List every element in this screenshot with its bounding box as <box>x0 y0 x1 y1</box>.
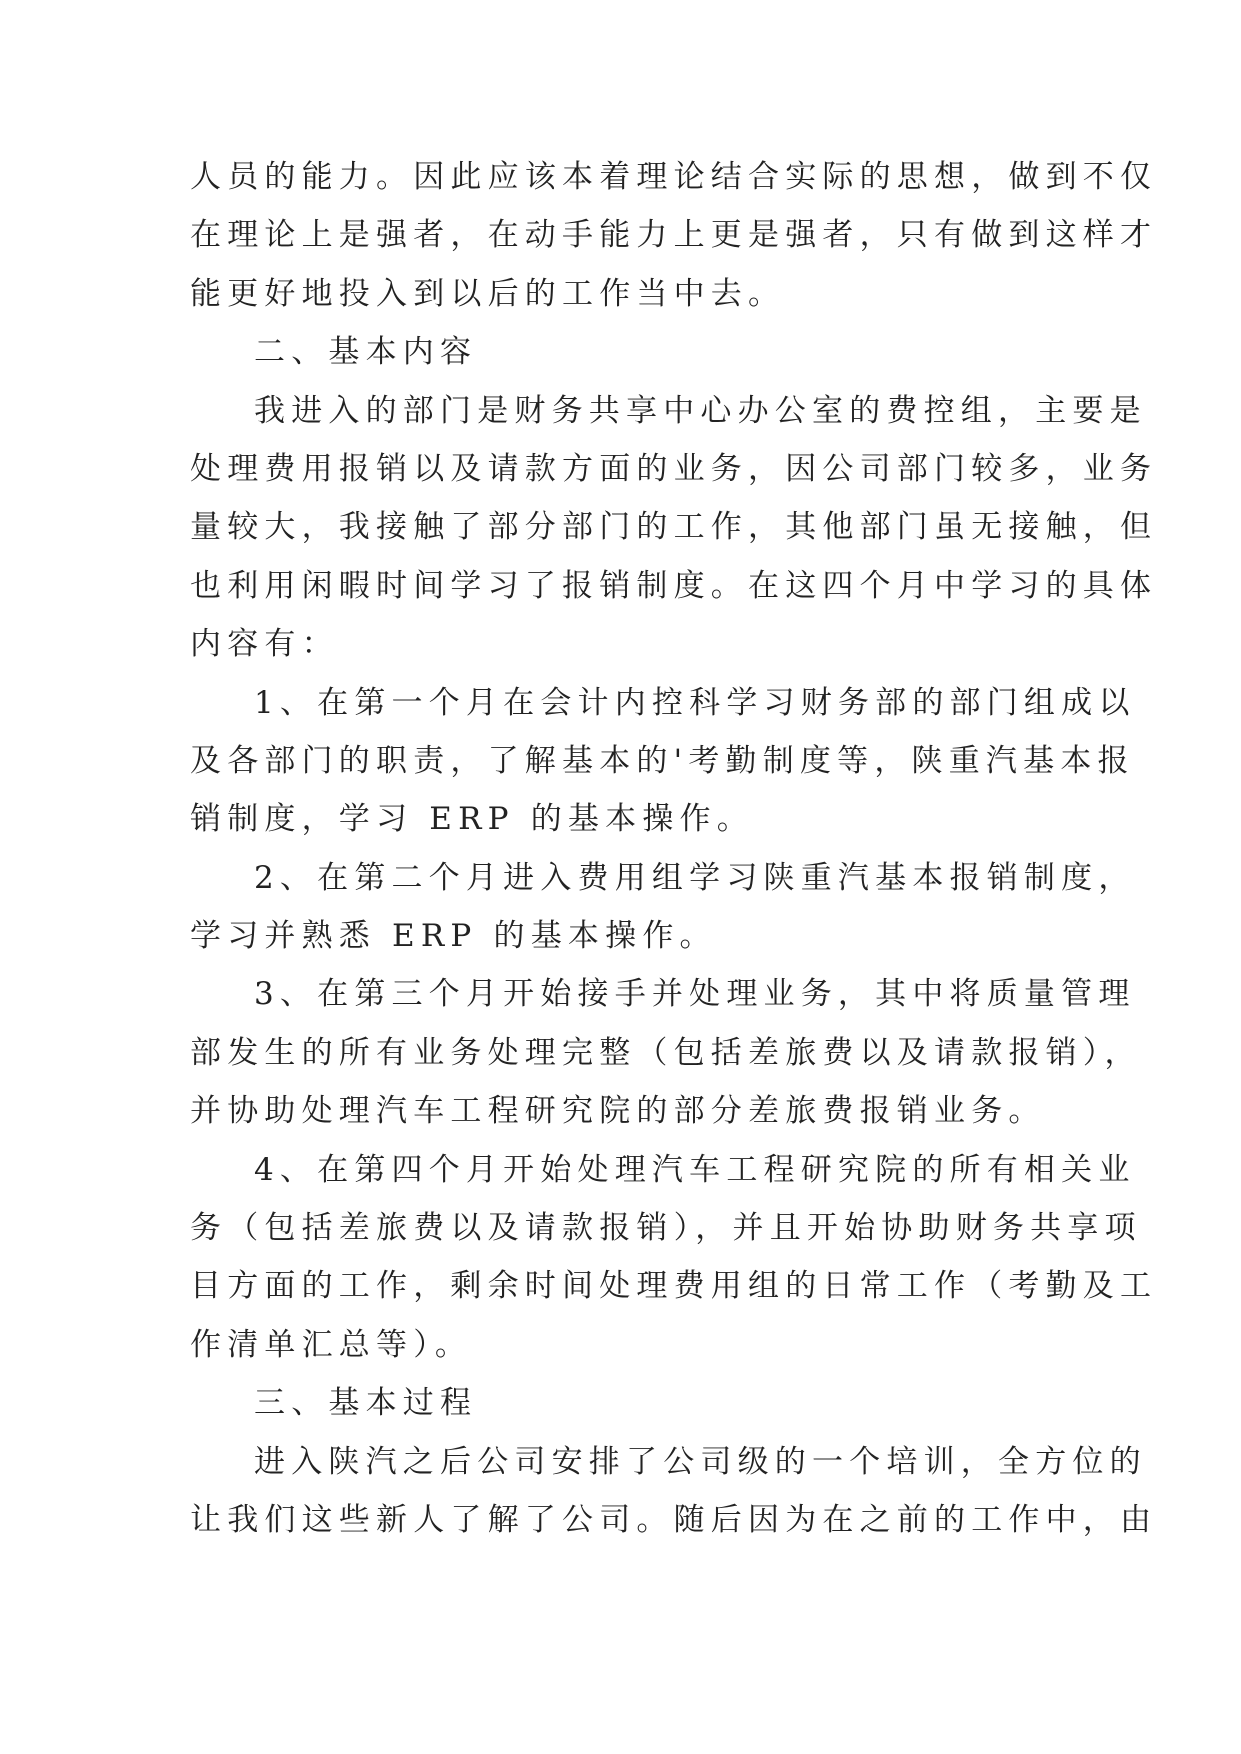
text-line: 人员的能力。因此应该本着理论结合实际的思想，做到不仅 <box>190 159 1158 195</box>
text-line: 能更好地投入到以后的工作当中去。 <box>190 275 786 312</box>
text-line: 处理费用报销以及请款方面的业务，因公司部门较多，业务 <box>190 450 1158 487</box>
document-body <box>190 148 1158 1549</box>
list-item-1: 1、在第一个月在会计内控科学习财务部的部门组成以 <box>254 684 1136 721</box>
text-line: 并协助处理汽车工程研究院的部分差旅费报销业务。 <box>190 1093 1046 1130</box>
text-line: 学习并熟悉 ERP 的基本操作。 <box>190 918 717 955</box>
section-heading-basic-process: 三、基本过程 <box>254 1385 478 1422</box>
text-line: 在理论上是强者，在动手能力上更是强者，只有做到这样才 <box>190 217 1158 254</box>
text-line: 作清单汇总等）。 <box>190 1326 473 1363</box>
text-line: 量较大，我接触了部分部门的工作，其他部门虽无接触，但 <box>190 509 1158 546</box>
list-item-3: 3、在第三个月开始接手并处理业务，其中将质量管理 <box>254 976 1136 1013</box>
list-item-2: 2、在第二个月进入费用组学习陕重汽基本报销制度， <box>254 859 1136 896</box>
text-line: 让我们这些新人了解了公司。随后因为在之前的工作中，由 <box>190 1501 1158 1538</box>
text-line: 内容有： <box>190 626 339 663</box>
text-line: 目方面的工作，剩余时间处理费用组的日常工作（考勤及工 <box>190 1268 1158 1305</box>
text-line: 及各部门的职责，了解基本的'考勤制度等，陕重汽基本报 <box>190 742 1135 779</box>
text-line: 进入陕汽之后公司安排了公司级的一个培训，全方位的 <box>254 1443 1147 1480</box>
section-heading-basic-content: 二、基本内容 <box>254 334 478 371</box>
text-line: 部发生的所有业务处理完整（包括差旅费以及请款报销）， <box>190 1034 1142 1071</box>
text-line: 也利用闲暇时间学习了报销制度。在这四个月中学习的具体 <box>190 567 1158 604</box>
list-item-4: 4、在第四个月开始处理汽车工程研究院的所有相关业 <box>254 1151 1136 1188</box>
text-line: 我进入的部门是财务共享中心办公室的费控组，主要是 <box>254 392 1147 429</box>
text-line: 务（包括差旅费以及请款报销），并且开始协助财务共享项 <box>190 1210 1142 1247</box>
text-line: 销制度，学习 ERP 的基本操作。 <box>190 801 754 838</box>
